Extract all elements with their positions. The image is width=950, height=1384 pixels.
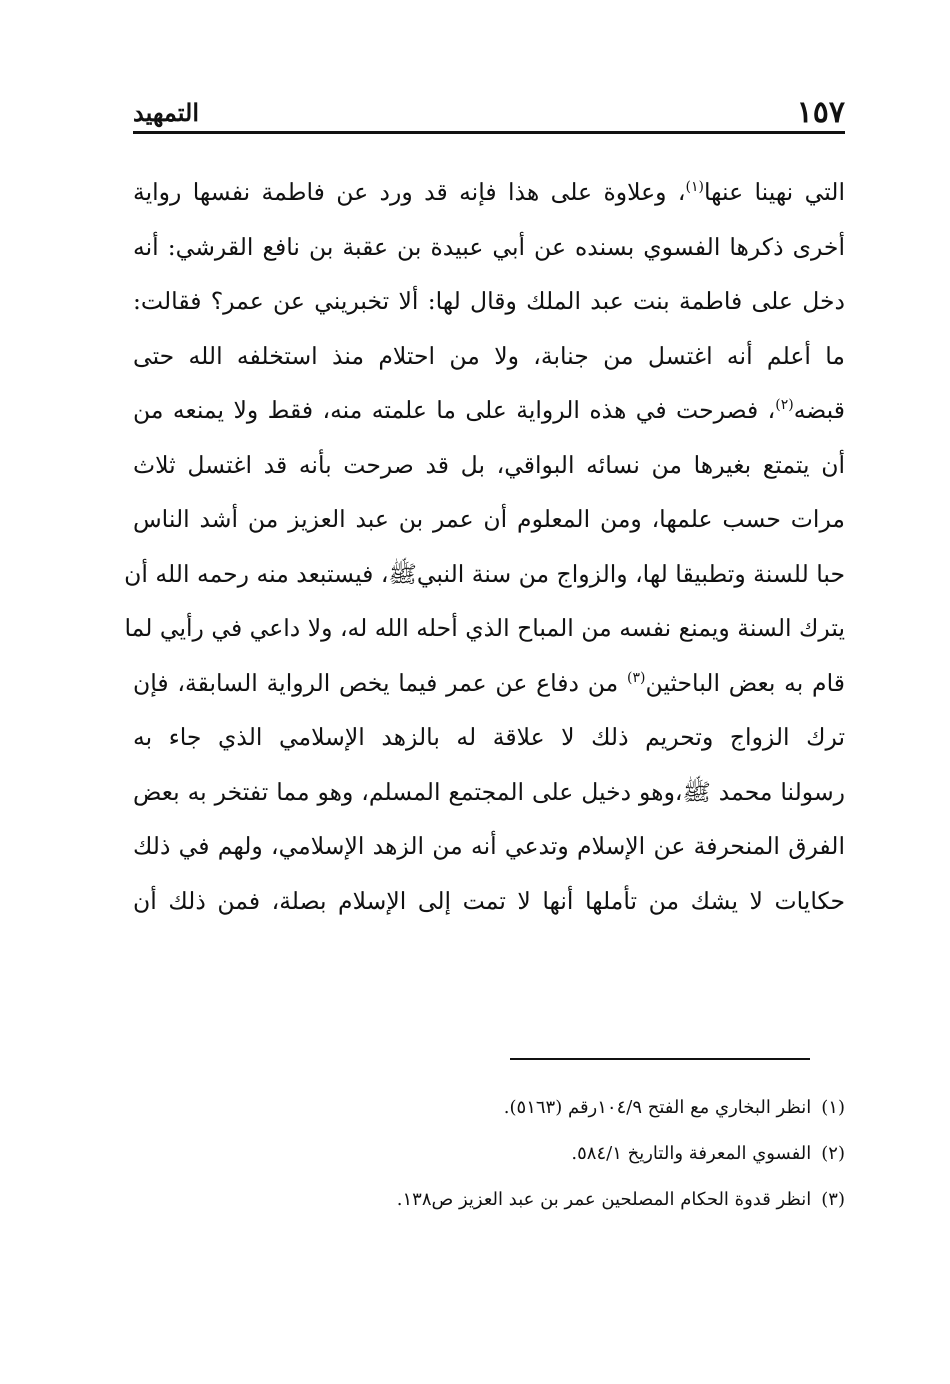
text-line: أن يتمتع بغيرها من نسائه البواقي، بل قد صرحت بأنه قد اغتسل ثلاث <box>133 450 845 479</box>
text-line: حبا للسنة وتطبيقا لها، والزواج من سنة النبيﷺ، فيستبعد منه رحمه الله أن <box>124 559 845 588</box>
footnote <box>145 1131 845 1177</box>
footnote-text: الفسوي المعرفة والتاريخ ٥٨٤/١. <box>571 1143 812 1164</box>
footnote-rule <box>510 1058 810 1060</box>
text-line: الفرق المنحرفة عن الإسلام وتدعي أنه من الزهد الإسلامي، ولهم في ذلك <box>133 832 845 860</box>
footnote <box>145 1177 845 1223</box>
footnote-number: (٢) <box>821 1143 845 1164</box>
text-line: حكايات لا يشك من تأملها أنها لا تمت إلى الإسلام بصلة، فمن ذلك أن <box>133 886 845 915</box>
footnotes <box>145 1085 845 1223</box>
body-text <box>124 165 845 928</box>
text-line: التي نهينا عنها$^{(١)}$، وعلاوة على هذا فإنه قد ورد عن فاطمة نفسها رواية <box>133 178 845 206</box>
text-line: يترك السنة ويمنع نفسه من المباح الذي أحله الله له، ولا داعي في رأيي لما <box>124 614 845 642</box>
text-line: مرات حسب علمها، ومن المعلوم أن عمر بن عبد العزيز من أشد الناس <box>133 505 845 533</box>
text-line: قام به بعض الباحثين$^{(٣)}$ من دفاع عن عمر فيما يخص الرواية السابقة، فإن <box>133 668 845 697</box>
running-title: التمهيد <box>133 98 199 127</box>
text-line: أخرى ذكرها الفسوي بسنده عن أبي عبيدة بن عقبة بن نافع القرشي: أنه <box>133 232 845 261</box>
text-line: دخل على فاطمة بنت عبد الملك وقال لها: ألا تخبريني عن عمر؟ فقالت: <box>133 287 845 315</box>
footnote-reference[interactable]: (٢) <box>775 397 794 414</box>
footnote-reference[interactable]: (٣) <box>626 669 646 686</box>
text-line: رسولنا محمد ﷺ،وهو دخيل على المجتمع المسلم، وهو مما تفتخر به بعض <box>133 777 845 806</box>
header-rule <box>133 131 845 134</box>
footnote-number: (١) <box>821 1097 845 1118</box>
text-line: قبضه$^{(٢)}$، فصرحت في هذه الرواية على ما علمته منه، فقط ولا يمنعه من <box>133 396 845 424</box>
text-line: ترك الزواج وتحريم ذلك لا علاقة له بالزهد الإسلامي الذي جاء به <box>133 723 845 751</box>
footnote <box>145 1085 845 1131</box>
footnote-text: انظر البخاري مع الفتح ١٠٤/٩رقم (٥١٦٣). <box>503 1097 812 1118</box>
footnote-text: انظر قدوة الحكام المصلحين عمر بن عبد العزيز ص١٣٨. <box>396 1189 812 1210</box>
footnote-reference[interactable]: (١) <box>685 179 704 196</box>
text-line: ما أعلم أنه اغتسل من جنابة، ولا من احتلام منذ استخلفه الله حتى <box>133 341 845 370</box>
page-number: ١٥٧ <box>796 95 845 130</box>
page-header <box>133 96 845 134</box>
footnote-number: (٣) <box>821 1189 845 1210</box>
